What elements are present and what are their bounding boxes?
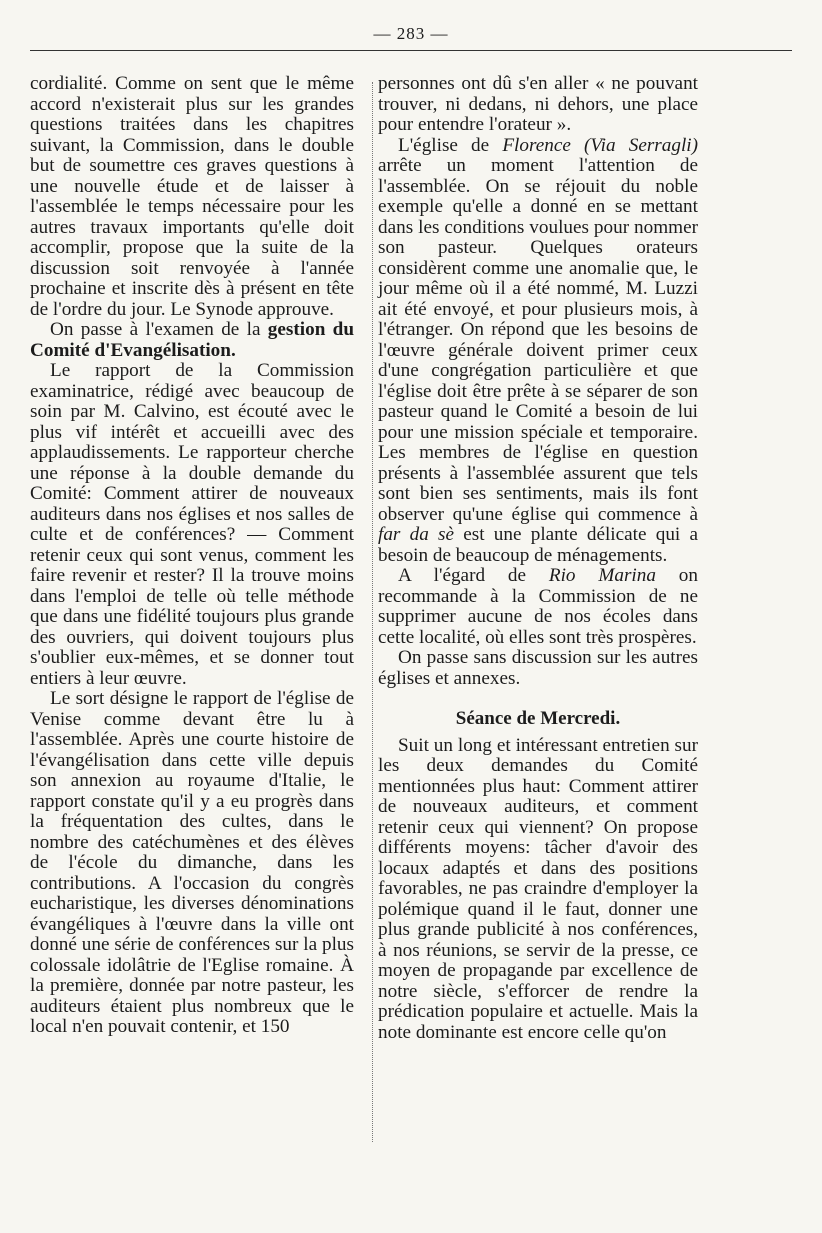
left-paragraph-1: cordialité. Comme on sent que le même accord n'existerait plus sur les grandes questions traitées dans les chapitres suivant, la Commission, dans le double but de soumettre ces graves questions à une nouvelle étude et de laisser à l'assemblée le temps nécessaire pour les autres travaux importants qu'elle doit accomplir, propose que la suite de la discussion soit renvoyée à l'année prochaine et inscrite dès à présent en tête de l'ordre du jour. Le Synode approuve. xyxy=(30,73,354,320)
right-paragraph-3-rest: on recommande à la Commission de ne supprimer aucune de nos écoles dans cette localité, où elles sont très prospères. xyxy=(378,565,698,648)
left-paragraph-2 xyxy=(30,320,354,361)
right-paragraph-2-end: est une plante délicate qui a besoin de beaucoup de ménagements. xyxy=(378,524,699,566)
right-paragraph-3-italic: Rio Marina xyxy=(548,565,656,586)
right-paragraph-5: Suit un long et intéressant entretien sur les deux demandes du Comité mentionnées plus haut: Comment attirer de nouveaux auditeurs, et comment retenir ceux qui viennent? On propose différents moyens: tâcher d'avoir des locaux adaptés et dans des positions favorables, ne pas craindre d'employer la polémique quand il le faut, donner une plus grande publicité à nos conférences, à nos réunions, se servir de la presse, ce moyen de propagande par excellence de notre siècle, s'efforcer de rendre la prédication populaire et actuelle. Mais la note dominante est encore celle qu'on xyxy=(378,734,698,1043)
left-column xyxy=(30,74,354,1038)
right-paragraph-2-start: L'église de xyxy=(398,134,503,156)
right-column xyxy=(378,74,698,1043)
column-divider xyxy=(372,82,373,1142)
left-paragraph-4: Le sort désigne le rapport de l'église de Venise comme devant être lu à l'assemblée. Après une courte histoire de l'évangélisation dans cette ville depuis son annexion au royaume d'Italie, le rapport constate qu'il y a eu progrès dans la fréquentation des cultes, dans le nombre des catéchumènes et des élèves de l'école du dimanche, dans les contributions. A l'occasion du congrès eucharistique, les diverses dénominations évangéliques à l'œuvre dans la ville ont donné une série de conférences sur la plus colossale idolâtrie de l'Eglise romaine. À la première, donnée par notre pasteur, les auditeurs étaient plus nombreux que le local n'en pouvait contenir, et 150 xyxy=(30,688,354,1037)
right-paragraph-2-italic: Florence (Via Serragli) xyxy=(502,134,699,156)
right-paragraph-1: personnes ont dû s'en aller « ne pouvant trouver, ni dedans, ni dehors, une place pour entendre l'orateur ». xyxy=(378,73,698,135)
right-paragraph-2-italic-2: far da sè xyxy=(378,524,455,545)
left-paragraph-2-text: On passe à l'examen de la xyxy=(50,319,268,340)
right-paragraph-3 xyxy=(378,566,698,648)
right-paragraph-4: On passe sans discussion sur les autres églises et annexes. xyxy=(378,647,698,689)
left-paragraph-3: Le rapport de la Commission examinatrice, rédigé avec beaucoup de soin par M. Calvino, est écouté avec le plus vif intérêt et accueilli avec des applaudissements. Le rapporteur cherche une réponse à la double demande du Comité: Comment attirer de nouveaux auditeurs dans nos églises et nos salles de culte et de conférences? — Comment retenir ceux qui sont venus, comment les faire revenir et rester? Il la trouve moins dans l'emploi de telle où telle méthode que dans une fidélité toujours plus grande des ouvriers, qui doivent toujours plus s'oublier eux-mêmes, et se donner tout entiers à leur œuvre. xyxy=(30,360,354,689)
right-paragraph-2-rest: arrête un moment l'attention de l'assemblée. On se réjouit du noble exemple qu'elle a donné en se mettant dans les conditions voulues pour nommer son pasteur. Quelques orateurs considèrent comme une anomalie que, le jour même où il a été nommé, M. Luzzi ait été envoyé, et pour plusieurs mois, à l'étranger. On répond que les besoins de l'œuvre générale doivent primer ceux d'une congrégation particulière et que l'église doit être prête à se séparer de son pasteur quand le Comité a besoin de lui pour une mission spéciale et temporaire. Les membres de l'église en question présents à l'assemblée assurent que tels sont bien ses sentiments, mais ils font observer qu'une église qui commence à xyxy=(378,155,698,525)
left-paragraph-2-bold: gestion du Comité d'Evangélisation. xyxy=(30,319,355,361)
section-heading: Séance de Mercredi. xyxy=(455,708,621,729)
right-paragraph-3-start: A l'égard de xyxy=(398,565,549,586)
page-number: — 283 — xyxy=(373,24,449,43)
header-rule xyxy=(30,50,792,51)
right-paragraph-2 xyxy=(378,136,698,567)
